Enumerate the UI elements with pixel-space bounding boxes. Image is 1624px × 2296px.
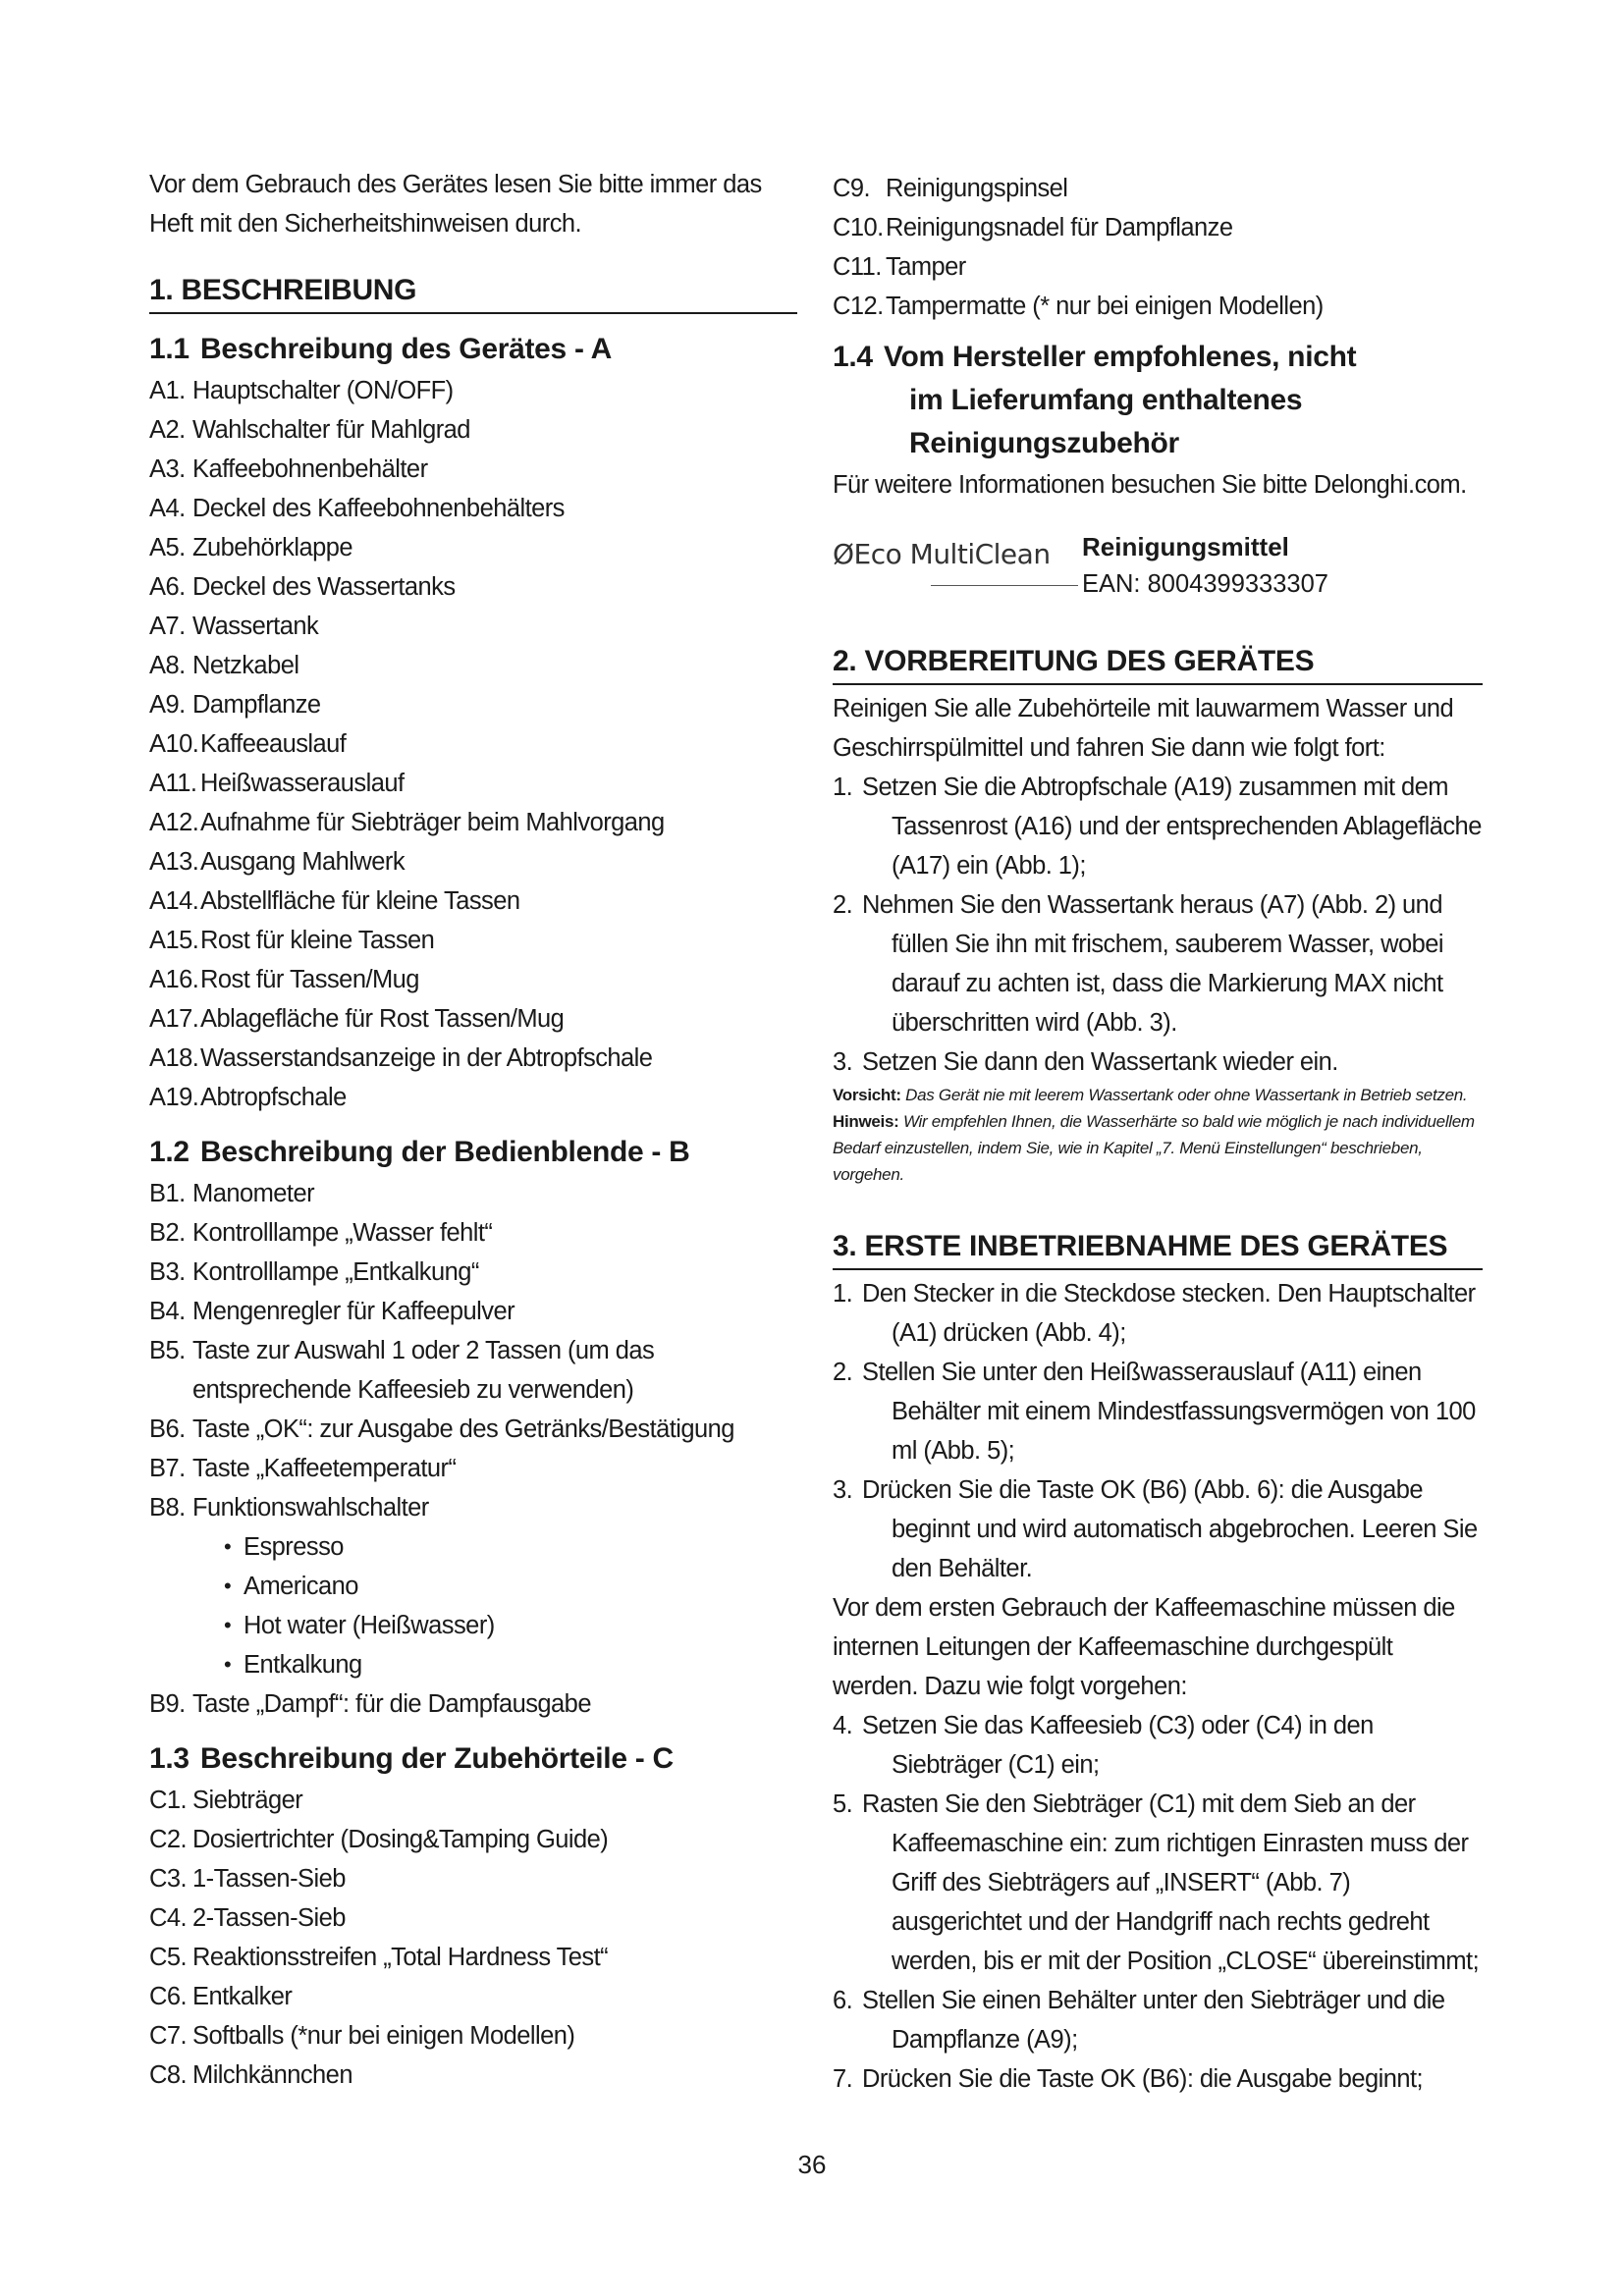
list-item: C6. Entkalker — [149, 1983, 293, 2010]
cleaning-product — [833, 528, 1483, 603]
product-ean: EAN: 8004399333307 — [1082, 570, 1328, 598]
list-item: 6. Stellen Sie einen Behälter unter den Siebträger und die Dampflanze (A9); — [833, 1987, 1445, 2054]
list-item: A3. Kaffeebohnenbehälter — [149, 455, 428, 483]
list-item: A17. Ablagefläche für Rost Tassen/Mug — [149, 1005, 565, 1033]
list-item: 3. Setzen Sie dann den Wassertank wieder ein. — [833, 1048, 1338, 1076]
section-2-heading: 2. VORBEREITUNG DES GERÄTES — [833, 644, 1483, 685]
list-item: A10. Kaffeeauslauf — [149, 730, 347, 758]
list-item: C7. Softballs (*nur bei einigen Modellen) — [149, 2022, 575, 2050]
page-number: 36 — [797, 2150, 827, 2179]
list-item: C8. Milchkännchen — [149, 2061, 352, 2089]
bullet-item: • Americano — [149, 1567, 797, 1606]
list-item: 7. Drücken Sie die Taste OK (B6): die Ausgabe beginnt; — [833, 2065, 1424, 2093]
list-item: B7. Taste „Kaffeetemperatur“ — [149, 1455, 457, 1482]
list-item: C10. Reinigungsnadel für Dampflanze — [833, 214, 1233, 241]
list-item: 5. Rasten Sie den Siebträger (C1) mit dem Sieb an der Kaffeemaschine ein: zum richtigen Einrasten muss der Griff des Siebträgers auf „INSERT“ (Abb. 7) ausgerichtet und der Handgriff nach rechts gedreht werden, bis er mit der Position „CLOSE“ übereinstimmt; — [833, 1790, 1480, 1975]
list-item: A18. Wasserstandsanzeige in der Abtropfschale — [149, 1044, 653, 1072]
list-item: A7. Wassertank — [149, 613, 319, 640]
list-item: A15. Rost für kleine Tassen — [149, 927, 435, 954]
bullet-item: • Entkalkung — [149, 1645, 797, 1684]
list-item: C9. Reinigungspinsel — [833, 175, 1068, 202]
list-item: A1. Hauptschalter (ON/OFF) — [149, 377, 454, 404]
list-a — [149, 371, 797, 1117]
caution-note: Vorsicht: Das Gerät nie mit leerem Wassertank oder ohne Wassertank in Betrieb setzen. — [833, 1086, 1468, 1104]
list-item: B5. Taste zur Auswahl 1 oder 2 Tassen (um das entsprechende Kaffeesieb zu verwenden) — [149, 1337, 655, 1404]
section-2-intro: Reinigen Sie alle Zubehörteile mit lauwarmem Wasser und Geschirrspülmittel und fahren Sie dann wie folgt fort: — [833, 695, 1454, 762]
eco-multiclean-logo: ØEco MultiClean — [833, 528, 1072, 587]
list-b — [149, 1174, 797, 1724]
list-item: A12. Aufnahme für Siebträger beim Mahlvorgang — [149, 809, 665, 836]
list-item: A11. Heißwasserauslauf — [149, 770, 405, 797]
list-item: 2. Stellen Sie unter den Heißwasserauslauf (A11) einen Behälter mit einem Mindestfassungsvermögen von 100 ml (Abb. 5); — [833, 1359, 1476, 1465]
section-3-middle-text: Vor dem ersten Gebrauch der Kaffeemaschine müssen die internen Leitungen der Kaffeemaschine durchgespült werden. Dazu wie folgt vorgehen: — [833, 1594, 1455, 1700]
right-column — [833, 169, 1483, 2099]
intro-text: Vor dem Gebrauch des Gerätes lesen Sie bitte immer das Heft mit den Sicherheitshinweisen durch. — [149, 171, 762, 238]
list-item: B8. Funktionswahlschalter — [149, 1494, 429, 1522]
bullet-item: • Hot water (Heißwasser) — [149, 1606, 797, 1645]
bullet-item: • Espresso — [149, 1527, 797, 1567]
list-item: C11. Tamper — [833, 253, 966, 281]
list-item: A16. Rost für Tassen/Mug — [149, 966, 419, 993]
list-item: C12. Tampermatte (* nur bei einigen Modellen) — [833, 293, 1324, 320]
list-item: B9. Taste „Dampf“: für die Dampfausgabe — [149, 1690, 591, 1718]
section-1-heading: 1. BESCHREIBUNG — [149, 273, 797, 314]
subsection-1-1-heading: 1.1 Beschreibung des Gerätes - A — [149, 333, 612, 365]
list-item: C2. Dosiertrichter (Dosing&Tamping Guide) — [149, 1826, 609, 1853]
list-item: C1. Siebträger — [149, 1787, 303, 1814]
list-item: C3. 1-Tassen-Sieb — [149, 1865, 346, 1893]
list-item: B1. Manometer — [149, 1180, 315, 1207]
list-c-continued — [833, 169, 1483, 326]
list-item: B2. Kontrolllampe „Wasser fehlt“ — [149, 1219, 493, 1247]
list-c — [149, 1781, 797, 2095]
list-item: B3. Kontrolllampe „Entkalkung“ — [149, 1258, 479, 1286]
list-item: B6. Taste „OK“: zur Ausgabe des Getränks/Bestätigung — [149, 1415, 734, 1443]
list-item: 1. Den Stecker in die Steckdose stecken. Den Hauptschalter (A1) drücken (Abb. 4); — [833, 1280, 1476, 1347]
list-item: 4. Setzen Sie das Kaffeesieb (C3) oder (C4) in den Siebträger (C1) ein; — [833, 1712, 1374, 1779]
list-item: A19. Abtropfschale — [149, 1084, 347, 1111]
hint-note: Hinweis: Wir empfehlen Ihnen, die Wasserhärte so bald wie möglich je nach individuellem Bedarf einzustellen, indem Sie, wie in Kapitel „7. Menü Einstellungen“ beschrieben, vorgehen. — [833, 1112, 1475, 1184]
subsection-1-4-heading-line2: im Lieferumfang enthaltenes — [909, 384, 1303, 416]
product-name: Reinigungsmittel — [1082, 532, 1289, 561]
subsection-1-4-heading: 1.4 Vom Hersteller empfohlenes, nicht — [833, 341, 1357, 373]
list-item: C5. Reaktionsstreifen „Total Hardness Test“ — [149, 1944, 609, 1971]
more-info-text: Für weitere Informationen besuchen Sie bitte Delonghi.com. — [833, 471, 1467, 499]
left-column — [149, 165, 797, 2095]
list-item: A6. Deckel des Wassertanks — [149, 573, 456, 601]
list-item: 2. Nehmen Sie den Wassertank heraus (A7) (Abb. 2) und füllen Sie ihn mit frischem, sauberem Wasser, wobei darauf zu achten ist, dass die Markierung MAX nicht überschritten wird (Abb. 3). — [833, 891, 1443, 1037]
list-item: A13. Ausgang Mahlwerk — [149, 848, 406, 876]
subsection-1-3-heading: 1.3 Beschreibung der Zubehörteile - C — [149, 1742, 674, 1775]
list-item: A2. Wahlschalter für Mahlgrad — [149, 416, 470, 444]
subsection-1-4-heading-line3: Reinigungszubehör — [909, 427, 1179, 459]
list-item: A4. Deckel des Kaffeebohnenbehälters — [149, 495, 565, 522]
list-item: A9. Dampflanze — [149, 691, 321, 719]
list-item: C4. 2-Tassen-Sieb — [149, 1904, 346, 1932]
list-item: 3. Drücken Sie die Taste OK (B6) (Abb. 6): die Ausgabe beginnt und wird automatisch abgebrochen. Leeren Sie den Behälter. — [833, 1476, 1478, 1582]
list-item: A8. Netzkabel — [149, 652, 299, 679]
section-3-heading: 3. ERSTE INBETRIEBNAHME DES GERÄTES — [833, 1229, 1483, 1270]
list-item: A14. Abstellfläche für kleine Tassen — [149, 887, 520, 915]
subsection-1-2-heading: 1.2 Beschreibung der Bedienblende - B — [149, 1136, 690, 1168]
list-item: B4. Mengenregler für Kaffeepulver — [149, 1298, 515, 1325]
list-item: 1. Setzen Sie die Abtropfschale (A19) zusammen mit dem Tassenrost (A16) und der entsprechenden Ablagefläche (A17) ein (Abb. 1); — [833, 774, 1482, 880]
list-item: A5. Zubehörklappe — [149, 534, 352, 561]
